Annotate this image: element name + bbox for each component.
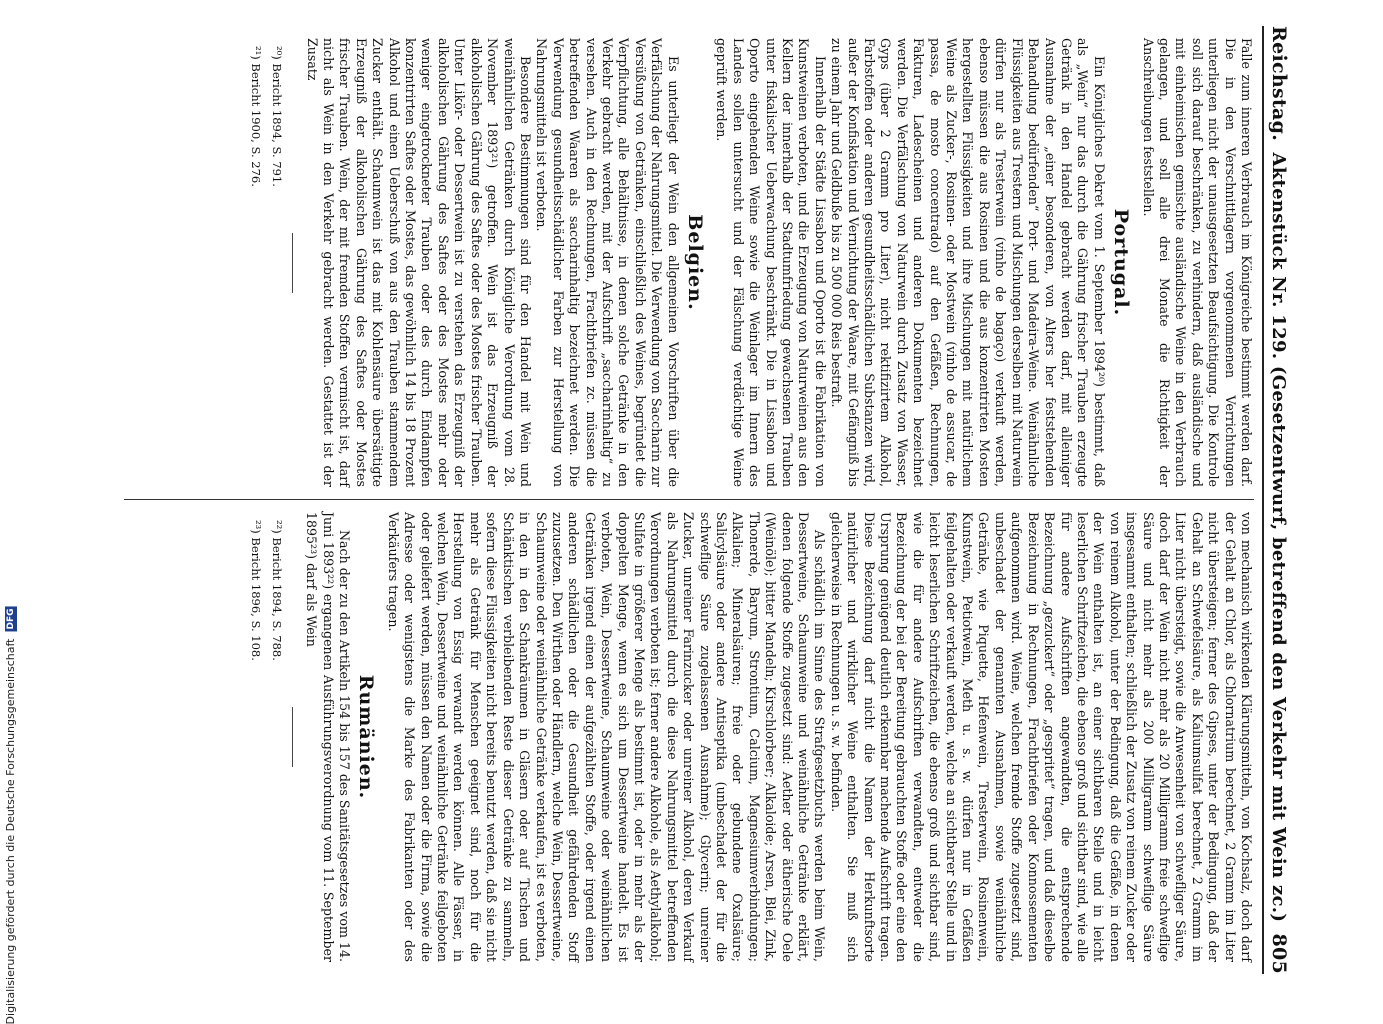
paragraph: von mechanisch wirkenden Klärungsmitteln, von Kochsalz, doch darf der Gehalt an Chlor, als Chlornatrium berechnet, 2 Gramm im Liter nicht übersteigen; ferner des Gipses, unter der Bedingung, daß der Gehalt an Schwefelsäure, als Kaliumsulfat berechnet, 2 Gramm im Liter nicht übersteigt, sowie die Anwesenheit von schwefliger Säure, doch darf der Wein nicht mehr als 20 Milligramm freie schweflige Säure und nicht mehr als 200 Milligramm schweflige Säure insgesammt enthalten; schließlich der Zusatz von reinem Zucker oder von reinem Alkohol, unter der Bedingung, daß die Gefäße, in denen der Wein enthalten ist, an einer sichtbaren Stelle und in leicht leserlichen Schriftzeichen, die ebenso groß und sichtbar sind, wie alle für andere Aufschriften angewandten, die entsprechende Bezeichnung „gezuckert“ oder „gespritet“ tragen, und daß dieselbe Bezeichnung in Rechnungen, Frachtbriefen oder Konnossementen aufgenommen wird. Weine, welchen fremde Stoffe zugesetzt sind, unbeschadet der genannten Ausnahmen, sowie weinähnliche Getränke, wie Piquette, Hefenwein, Tresterwein, Rosinenwein, Kunstwein, Petiotwein, Meth u. s. w. dürfen nur in Gefäßen feilgehalten oder verkauft werden, welche an sichtbarer Stelle und in leicht leserlichen Schriftzeichen, die ebenso groß und sichtbar sind, wie die für andere Aufschriften verwandten, entweder die Bezeichnung der bei der Bereitung gebrauchten Stoffe oder eine den Ursprung genügend deutlich erkennbar machende Aufschrift tragen. Diese Bezeichnung darf nicht die Namen der Herkunftsorte natürlicher und wirklicher Weine enthalten. Sie muß sich gleicherweise in Rechnungen u. s. w. befinden. xyxy=(828,512,1254,962)
credit-text: Digitalisierung gefördert durch die Deutsche Forschungsgemeinschaft xyxy=(4,638,17,1024)
footnote-divider xyxy=(292,233,293,293)
footnote: ²³) Bericht 1896, S. 108. xyxy=(248,520,263,661)
paragraph: Besondere Bestimmungen sind für den Handel mit Wein und weinähnlichen Getränken durch Königliche Verordnung vom 28. November 1893²¹) getroffen. Wein ist das Erzeugniß der alkoholischen Gährung des Saftes oder des Mostes frischer Trauben. Unter Likör- oder Dessertwein ist zu verstehen das Erzeugniß der alkoholischen Gährung des Saftes oder des Mostes mehr oder weniger eingetrockneter Trauben oder des durch Eindampfen konzentrirten Saftes oder Mostes, das gewöhnlich 14 bis 18 Prozent Alkohol und einen Ueberschuß von aus den Trauben stammendem Zucker enthält. Schaumwein ist das mit Kohlensäure übersättigte Erzeugniß der alkoholischen Gährung des Saftes oder Mostes frischer Trauben. Wein, der mit fremden Stoffen vermischt ist, darf nicht als Wein in den Verkehr gebracht werden. Gestattet ist der Zusatz xyxy=(304,38,533,487)
section-heading-rumaenien: Rumänien. xyxy=(355,674,378,800)
paragraph: Es unterliegt der Wein den allgemeinen Vorschriften über die Verfälschung der Nahrungsmittel. Die Verwendung von Saccharin zur Versüßung von Getränken, einschließlich des Weines, begründet die Verpflichtung, alle Behältnisse, in denen solche Getränke in den Verkehr gebracht werden, mit der Aufschrift „saccharinhaltig“ zu versehen. Auch in den Rechnungen, Frachtbriefen zc. müssen die betreffenden Waaren als saccharinhaltig bezeichnet werden. Die Verwendung gesundheitsschädlicher Farben zur Herstellung von Nahrungsmitteln ist verboten. xyxy=(534,38,681,487)
digitization-credit xyxy=(4,606,17,1024)
paragraph: Falle zum inneren Verbrauch im Königreiche bestimmt werden darf. Die in den Verschnittlagern vorgenommenen Verrichtungen unterliegen nicht der unausgesetzten Beaufsichtigung. Die Kontrole soll sich darauf beschränken, zu verhindern, daß ausländische und mit einheimischen gemischte ausländische Weine in den Verbrauch gelangen, und soll alle drei Monate die Richtigkeit der Anschreibungen feststellen. xyxy=(1140,38,1254,487)
paragraph: Innerhalb der Städte Lissabon und Oporto ist die Fabrikation von Kunstweinen verboten, und die Erzeugung von Naturweinen aus den Kellern der innerhalb der Stadtumfriedung gewachsenen Trauben unter fiskalischer Ueberwachung beschränkt. Die in Lissabon und Oporto eingehenden Weine sowie die Weinlager im Innern des Landes sollen untersucht und der Fälschung verdächtige Weine geprüft werden. xyxy=(714,38,828,487)
footnote: ²⁰) Bericht 1894, S. 791. xyxy=(270,46,285,187)
right-column xyxy=(124,500,1254,974)
header-title: Aktenstück Nr. 129. (Gesetzentwurf, betreffend den Verkehr mit Wein zc.) xyxy=(1268,152,1289,923)
header-left: Reichstag. xyxy=(1268,26,1290,142)
paragraph: Als schädlich im Sinne des Strafgesetzbuchs werden beim Wein, Dessertweine, Schaumweine und weinähnliche Getränke erklärt, denen folgende Stoffe zugesetzt sind: Aether oder ätherische Oele (Weinöle); bitter Mandeln; Kirschlorbeer; Alkaloide; Arsen, Blei, Zink, Thonerde, Baryum, Strontium, Calcium, Magnesiumverbindungen; Alkalien; Mineralsäuren; freie oder gebundene Oxalsäure; Salicylsäure oder andere Antiseptika (unbeschadet der für die schweflige Säure zugelassenen Ausnahme); Glycerin; unreiner Zucker, unreiner Farinzucker oder unreiner Alkohol, deren Verkauf als Nahrungsmittel durch die diese Nahrungsmittel betreffenden Verordnungen verboten ist; ferner andere Alkohole, als Aethylalkohol; Sulfate in größerer Menge als bestimmt ist, oder in mehr als der doppelten Menge, wenn es sich um Dessertweine handelt. Es ist verboten, Wein, Dessertweine, Schaumweine oder weinähnlichen Getränken irgend einen der aufgezählten Stoffe, oder irgend einen anderen schädlichen oder die Gesundheit gefährdenden Stoff zuzusetzen. Den Wirthen oder Händlern, welche Wein, Dessertweine, Schaumweine oder weinähnliche Getränke verkaufen, ist es verboten, in den in den Schankräumen in Gläsern oder auf Tischen und Schänktischen verbleibenden Reste dieser Getränke zu sammeln, sofern diese Flüssigkeiten nicht bereits benutzt werden, daß sie nicht mehr als Getränk für Menschen geeignet sind, noch für die Herstellung von Essig verwandt werden können. Alle Fässer, in welchen Wein, Dessertweine und weinähnliche Getränke feilgeboten oder geliefert werden, müssen den Namen oder die Firma, sowie die Adresse oder wenigstens die Marke des Fabrikanten oder des Verkäufers tragen. xyxy=(385,512,828,962)
footnote: ²¹) Bericht 1900, S. 276. xyxy=(249,46,264,187)
left-column xyxy=(124,26,1254,500)
page-number: 805 xyxy=(1268,933,1290,974)
section-heading-belgien: Belgien. xyxy=(684,214,706,311)
footnote-divider xyxy=(292,707,293,767)
section-heading-portugal: Portugal. xyxy=(1110,208,1133,317)
text-columns xyxy=(124,26,1254,974)
footnote: ²²) Bericht 1894, S. 788. xyxy=(269,520,284,661)
dfg-logo: DFG xyxy=(6,608,16,630)
paragraph: Nach der zu den Artikeln 154 bis 157 des Sanitätsgesetzes vom 14. Juni 1893²²) ergangenen Ausführungsverordnung vom 11. September 1895²³) darf als Wein xyxy=(304,512,353,962)
page-header xyxy=(1262,26,1290,974)
paragraph: Ein Königliches Dekret vom 1. September 1894²⁰) bestimmt, daß als „Wein“ nur das durch die Gährung frischer Trauben erzeugte Getränk in den Handel gebracht werden darf, mit alleiniger Ausnahme der „einer besonderen, von Alters her feststehenden Behandlung bedürfenden“ Port- und Madeira-Weine. Weinähnliche Flüssigkeiten aus Trestern und Mischungen derselben mit Naturwein dürfen nur als Tresterwein (vinho de bagaço) verkauft werden, ebenso müssen die aus Rosinen und die aus konzentrirten Mosten hergestellten Flüssigkeiten und ihre Mischungen mit natürlichem Weine als Zucker-, Rosinen- oder Mostwein (vinho de assucar, de passa, de mosto concentrado) auf den Gefäßen, Rechnungen, Fakturen, Ladescheinen und anderen Dokumenten bezeichnet werden. Die Verfälschung von Naturwein durch Zusatz von Wasser, Gyps (über 2 Gramm pro Liter), nicht rektifizirtem Alkohol, Farbstoffen oder anderen gesundheitsschädlichen Substanzen wird, außer der Konfiskation und Vernichtung der Waare, mit Gefängniß bis zu einem Jahr und Geldbuße bis zu 500 000 Reis bestraft. xyxy=(829,38,1107,487)
document-page xyxy=(94,0,1304,1000)
